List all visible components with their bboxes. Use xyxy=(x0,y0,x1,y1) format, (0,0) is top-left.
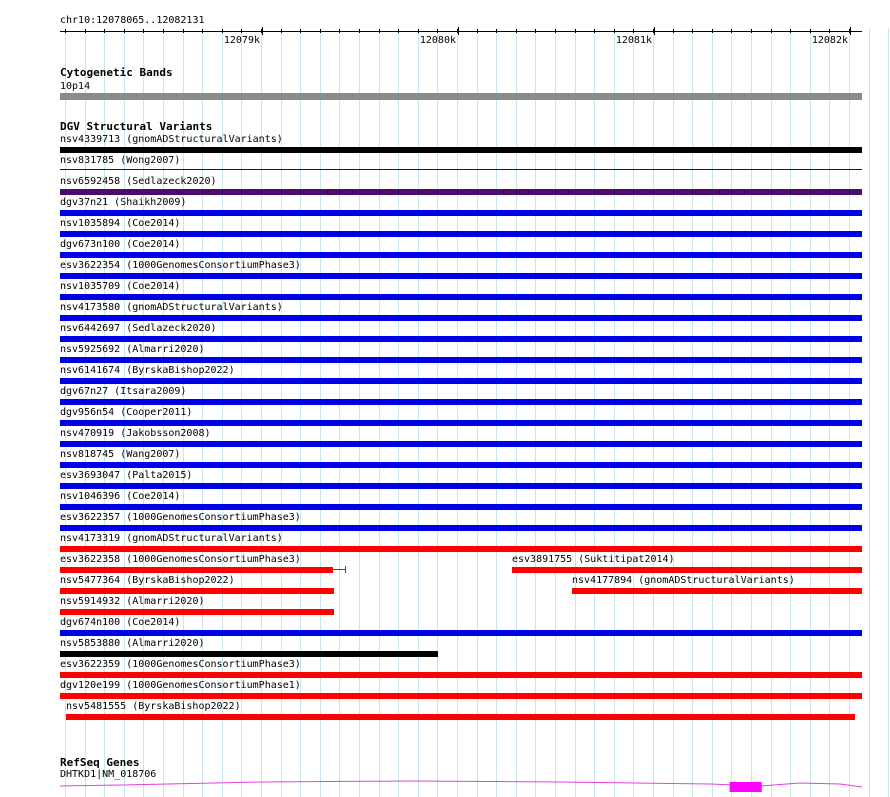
variant-bar[interactable] xyxy=(60,693,862,699)
ruler-minor-tick xyxy=(143,29,144,33)
gene-exon[interactable] xyxy=(730,782,762,792)
grid-line xyxy=(653,28,654,797)
cytoband-track-title: Cytogenetic Bands xyxy=(60,66,173,79)
ruler-minor-tick xyxy=(281,29,282,33)
variant-bar[interactable] xyxy=(66,714,855,720)
grid-line xyxy=(594,28,595,797)
ruler-minor-tick xyxy=(202,29,203,33)
ruler-minor-tick xyxy=(614,29,615,33)
variant-label[interactable]: dgv673n100 (Coe2014) xyxy=(60,239,181,250)
grid-line xyxy=(790,28,791,797)
refseq-track-title: RefSeq Genes xyxy=(60,756,140,769)
grid-line xyxy=(477,28,478,797)
variant-bar[interactable] xyxy=(60,252,862,258)
ruler-major-tick xyxy=(262,27,263,35)
ruler-minor-tick xyxy=(653,29,654,33)
grid-line xyxy=(418,28,419,797)
ruler-minor-tick xyxy=(261,29,262,33)
variant-label[interactable]: nsv1046396 (Coe2014) xyxy=(60,491,181,502)
grid-line xyxy=(496,28,497,797)
variant-label[interactable]: nsv4177894 (gnomADStructuralVariants) xyxy=(572,575,795,586)
grid-line xyxy=(829,28,830,797)
variant-bar[interactable] xyxy=(60,567,333,573)
variant-bar[interactable] xyxy=(60,630,862,636)
ruler-minor-tick xyxy=(398,29,399,33)
grid-line xyxy=(692,28,693,797)
ruler-minor-tick xyxy=(65,29,66,33)
variant-label[interactable]: nsv5914932 (Almarri2020) xyxy=(60,596,205,607)
dgv-track-title: DGV Structural Variants xyxy=(60,120,213,133)
variant-label[interactable]: nsv5925692 (Almarri2020) xyxy=(60,344,205,355)
variant-label[interactable]: dgv120e199 (1000GenomesConsortiumPhase1) xyxy=(60,680,301,691)
ruler-major-tick xyxy=(458,27,459,35)
ruler-tick-label: 12079k xyxy=(223,35,260,46)
variant-label[interactable]: esv3693047 (Palta2015) xyxy=(60,470,193,481)
ruler-minor-tick xyxy=(575,29,576,33)
grid-line xyxy=(516,28,517,797)
variant-bar[interactable] xyxy=(60,546,862,552)
variant-bar[interactable] xyxy=(60,651,438,657)
ruler-minor-tick xyxy=(771,29,772,33)
ruler-minor-tick xyxy=(633,29,634,33)
ruler-minor-tick xyxy=(594,29,595,33)
ruler-minor-tick xyxy=(359,29,360,33)
ruler-axis xyxy=(60,31,862,32)
variant-label[interactable]: esv3622354 (1000GenomesConsortiumPhase3) xyxy=(60,260,301,271)
variant-bar[interactable] xyxy=(60,294,862,300)
variant-bar[interactable] xyxy=(60,189,862,195)
ruler-minor-tick xyxy=(673,29,674,33)
grid-line xyxy=(673,28,674,797)
variant-bar[interactable] xyxy=(60,525,862,531)
ruler-minor-tick xyxy=(457,29,458,33)
grid-line xyxy=(555,28,556,797)
variant-label[interactable]: nsv470919 (Jakobsson2008) xyxy=(60,428,211,439)
refseq-gene-label[interactable]: DHTKD1|NM_018706 xyxy=(60,769,157,780)
variant-label[interactable]: nsv6141674 (ByrskaBishop2022) xyxy=(60,365,235,376)
ruler-minor-tick xyxy=(555,29,556,33)
ruler-tick-label: 12080k xyxy=(419,35,456,46)
variant-bar[interactable] xyxy=(60,357,862,363)
variant-label[interactable]: nsv4173580 (gnomADStructuralVariants) xyxy=(60,302,283,313)
grid-line xyxy=(359,28,360,797)
ruler-tick-label: 12081k xyxy=(615,35,652,46)
variant-label[interactable]: dgv956n54 (Cooper2011) xyxy=(60,407,193,418)
ruler-minor-tick xyxy=(496,29,497,33)
ruler-minor-tick xyxy=(124,29,125,33)
grid-line xyxy=(849,28,850,797)
variant-label[interactable]: nsv4173319 (gnomADStructuralVariants) xyxy=(60,533,283,544)
ruler-minor-tick xyxy=(692,29,693,33)
grid-line xyxy=(888,28,889,797)
ruler-minor-tick xyxy=(241,29,242,33)
variant-bar[interactable] xyxy=(60,609,334,615)
variant-bar[interactable] xyxy=(60,169,862,170)
variant-label[interactable]: nsv1035709 (Coe2014) xyxy=(60,281,181,292)
grid-line xyxy=(731,28,732,797)
ruler-minor-tick xyxy=(163,29,164,33)
ruler-minor-tick xyxy=(339,29,340,33)
ruler-minor-tick xyxy=(712,29,713,33)
variant-bar[interactable] xyxy=(60,147,862,153)
variant-label[interactable]: nsv4339713 (gnomADStructuralVariants) xyxy=(60,134,283,145)
variant-bar[interactable] xyxy=(60,399,862,405)
ruler-minor-tick xyxy=(731,29,732,33)
grid-line xyxy=(320,28,321,797)
cytoband-bar[interactable] xyxy=(60,93,862,100)
ruler-minor-tick xyxy=(535,29,536,33)
variant-bar[interactable] xyxy=(60,483,862,489)
variant-label[interactable]: nsv5481555 (ByrskaBishop2022) xyxy=(66,701,241,712)
ruler-position-label: chr10:12078065..12082131 xyxy=(60,15,205,26)
variant-bar[interactable] xyxy=(60,378,862,384)
variant-label[interactable]: nsv6442697 (Sedlazeck2020) xyxy=(60,323,217,334)
ruler-minor-tick xyxy=(320,29,321,33)
variant-bar[interactable] xyxy=(60,504,862,510)
variant-bar[interactable] xyxy=(60,588,334,594)
variant-label[interactable]: nsv1035894 (Coe2014) xyxy=(60,218,181,229)
variant-bar[interactable] xyxy=(60,420,862,426)
ruler-major-tick xyxy=(850,27,851,35)
variant-label[interactable]: nsv6592458 (Sedlazeck2020) xyxy=(60,176,217,187)
ruler-minor-tick xyxy=(751,29,752,33)
ruler-minor-tick xyxy=(829,29,830,33)
refseq-gene-model[interactable] xyxy=(60,778,862,794)
grid-line xyxy=(535,28,536,797)
variant-label[interactable]: esv3622358 (1000GenomesConsortiumPhase3) xyxy=(60,554,301,565)
grid-line xyxy=(398,28,399,797)
variant-bar[interactable] xyxy=(60,441,862,447)
variant-label[interactable]: dgv37n21 (Shaikh2009) xyxy=(60,197,187,208)
ruler-minor-tick xyxy=(810,29,811,33)
cytoband-name: 10p14 xyxy=(60,81,91,92)
variant-label[interactable]: nsv5477364 (ByrskaBishop2022) xyxy=(60,575,235,586)
variant-label[interactable]: esv3622359 (1000GenomesConsortiumPhase3) xyxy=(60,659,301,670)
variant-label[interactable]: nsv5853880 (Almarri2020) xyxy=(60,638,205,649)
variant-bar[interactable] xyxy=(512,567,862,573)
variant-bar[interactable] xyxy=(60,210,862,216)
ruler-minor-tick xyxy=(85,29,86,33)
variant-bar[interactable] xyxy=(60,336,862,342)
ruler-minor-tick xyxy=(790,29,791,33)
grid-line xyxy=(869,28,870,797)
variant-whisker-cap xyxy=(345,566,346,573)
grid-line xyxy=(575,28,576,797)
grid-line xyxy=(712,28,713,797)
variant-bar[interactable] xyxy=(572,588,862,594)
variant-bar[interactable] xyxy=(60,273,862,279)
variant-bar[interactable] xyxy=(60,462,862,468)
grid-line xyxy=(614,28,615,797)
variant-label[interactable]: nsv818745 (Wang2007) xyxy=(60,449,181,460)
ruler-minor-tick xyxy=(222,29,223,33)
ruler-minor-tick xyxy=(183,29,184,33)
grid-line xyxy=(751,28,752,797)
variant-label[interactable]: esv3891755 (Suktitipat2014) xyxy=(512,554,675,565)
grid-line xyxy=(437,28,438,797)
grid-line xyxy=(810,28,811,797)
ruler-minor-tick xyxy=(300,29,301,33)
variant-label[interactable]: dgv674n100 (Coe2014) xyxy=(60,617,181,628)
grid-line xyxy=(771,28,772,797)
variant-label[interactable]: dgv67n27 (Itsara2009) xyxy=(60,386,187,397)
variant-bar[interactable] xyxy=(60,672,862,678)
grid-line xyxy=(457,28,458,797)
ruler-minor-tick xyxy=(418,29,419,33)
ruler-minor-tick xyxy=(379,29,380,33)
ruler-minor-tick xyxy=(437,29,438,33)
grid-line xyxy=(339,28,340,797)
ruler-minor-tick xyxy=(104,29,105,33)
variant-bar[interactable] xyxy=(60,315,862,321)
variant-label[interactable]: nsv831785 (Wong2007) xyxy=(60,155,181,166)
variant-label[interactable]: esv3622357 (1000GenomesConsortiumPhase3) xyxy=(60,512,301,523)
ruler-minor-tick xyxy=(516,29,517,33)
ruler-minor-tick xyxy=(477,29,478,33)
variant-bar[interactable] xyxy=(60,231,862,237)
grid-line xyxy=(633,28,634,797)
variant-whisker xyxy=(333,569,345,570)
ruler-tick-label: 12082k xyxy=(811,35,848,46)
grid-line xyxy=(379,28,380,797)
ruler-major-tick xyxy=(654,27,655,35)
ruler-minor-tick xyxy=(849,29,850,33)
